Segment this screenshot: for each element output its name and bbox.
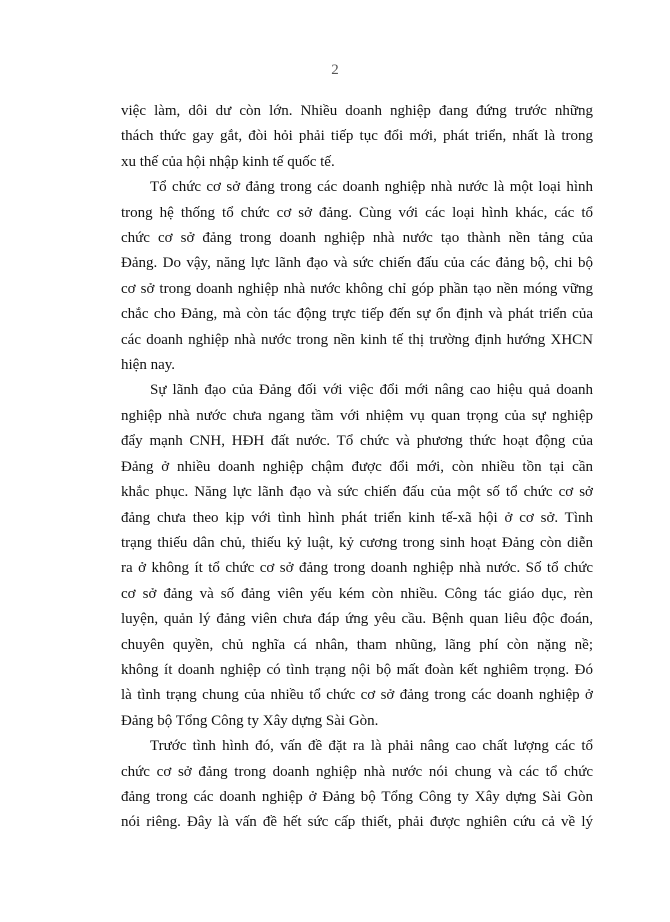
- text-line: khắc phục. Năng lực lãnh đạo và sức chiến đấu của một số tổ chức cơ sở: [121, 484, 593, 501]
- text-line: cơ sở trong doanh nghiệp nhà nước không chỉ góp phần tạo nền móng vững: [121, 280, 593, 297]
- text-line: Đảng ở nhiều doanh nghiệp chậm được đổi mới, còn nhiều tồn tại cần: [121, 458, 593, 475]
- text-line: đẩy mạnh CNH, HĐH đất nước. Tổ chức và phương thức hoạt động của: [121, 433, 593, 450]
- text-line: xu thế của hội nhập kinh tế quốc tế.: [121, 153, 335, 170]
- text-line: Đảng. Do vậy, năng lực lãnh đạo và sức chiến đấu của các đảng bộ, chi bộ: [121, 255, 593, 272]
- text-line: Đảng bộ Tổng Công ty Xây dựng Sài Gòn.: [121, 712, 379, 729]
- paragraph-3: [121, 378, 593, 734]
- text-line: các doanh nghiệp nhà nước trong nền kinh tế thị trường định hướng XHCN: [121, 331, 593, 348]
- page-number: 2: [331, 62, 339, 78]
- text-line: chuyên quyền, chủ nghĩa cá nhân, tham nhũng, lãng phí còn nặng nề;: [121, 636, 593, 653]
- text-line: không ít doanh nghiệp có tình trạng nội bộ mất đoàn kết nghiêm trọng. Đó: [121, 661, 593, 678]
- text-line: Tổ chức cơ sở đảng trong các doanh nghiệp nhà nước là một loại hình: [150, 179, 593, 196]
- text-line: trong hệ thống tổ chức cơ sở đảng. Cùng với các loại hình khác, các tổ: [121, 204, 593, 221]
- text-line: việc làm, dôi dư còn lớn. Nhiều doanh nghiệp đang đứng trước những: [121, 103, 593, 119]
- text-line: Trước tình hình đó, vấn đề đặt ra là phải nâng cao chất lượng các tổ: [150, 738, 593, 755]
- paragraph-1: [121, 99, 593, 175]
- document-body: [121, 99, 593, 836]
- text-line: đảng trong các doanh nghiệp ở Đảng bộ Tổng Công ty Xây dựng Sài Gòn: [121, 788, 593, 805]
- paragraph-2: [121, 175, 593, 378]
- paragraph-4: [121, 734, 593, 836]
- text-line: luyện, quản lý đảng viên chưa đáp ứng yêu cầu. Bệnh quan liêu độc đoán,: [121, 611, 593, 628]
- text-line: là tình trạng chung của nhiều tổ chức cơ sở đảng trong các doanh nghiệp ở: [121, 687, 593, 704]
- text-line: nghiệp nhà nước chưa ngang tầm với nhiệm vụ quan trọng của sự nghiệp: [121, 407, 593, 424]
- text-line: ra ở không ít tổ chức cơ sở đảng trong doanh nghiệp nhà nước. Số tổ chức: [121, 560, 593, 577]
- text-line: nói riêng. Đây là vấn đề hết sức cấp thiết, phải được nghiên cứu cả về lý: [121, 814, 593, 831]
- text-line: cơ sở đảng và số đảng viên yếu kém còn nhiều. Công tác giáo dục, rèn: [121, 585, 593, 602]
- text-line: chức cơ sở đảng trong doanh nghiệp nhà nước tạo thành nền tảng của: [121, 230, 593, 247]
- text-line: đảng chưa theo kịp với tình hình phát triển kinh tế-xã hội ở cơ sở. Tình: [121, 509, 593, 526]
- text-line: trạng thiếu dân chủ, thiếu kỷ luật, kỷ cương trong sinh hoạt Đảng còn diễn: [121, 534, 593, 551]
- text-line: thách thức gay gắt, đòi hỏi phải tiếp tục đổi mới, phát triển, nhất là trong: [121, 128, 593, 145]
- text-line: Sự lãnh đạo của Đảng đối với việc đổi mới nâng cao hiệu quả doanh: [150, 382, 593, 399]
- text-line: hiện nay.: [121, 357, 176, 374]
- text-line: chắc cho Đảng, mà còn tác động trực tiếp đến sự ổn định và phát triển của: [121, 306, 593, 323]
- text-line: chức cơ sở đảng trong doanh nghiệp nhà nước nói chung và các tổ chức: [121, 763, 593, 780]
